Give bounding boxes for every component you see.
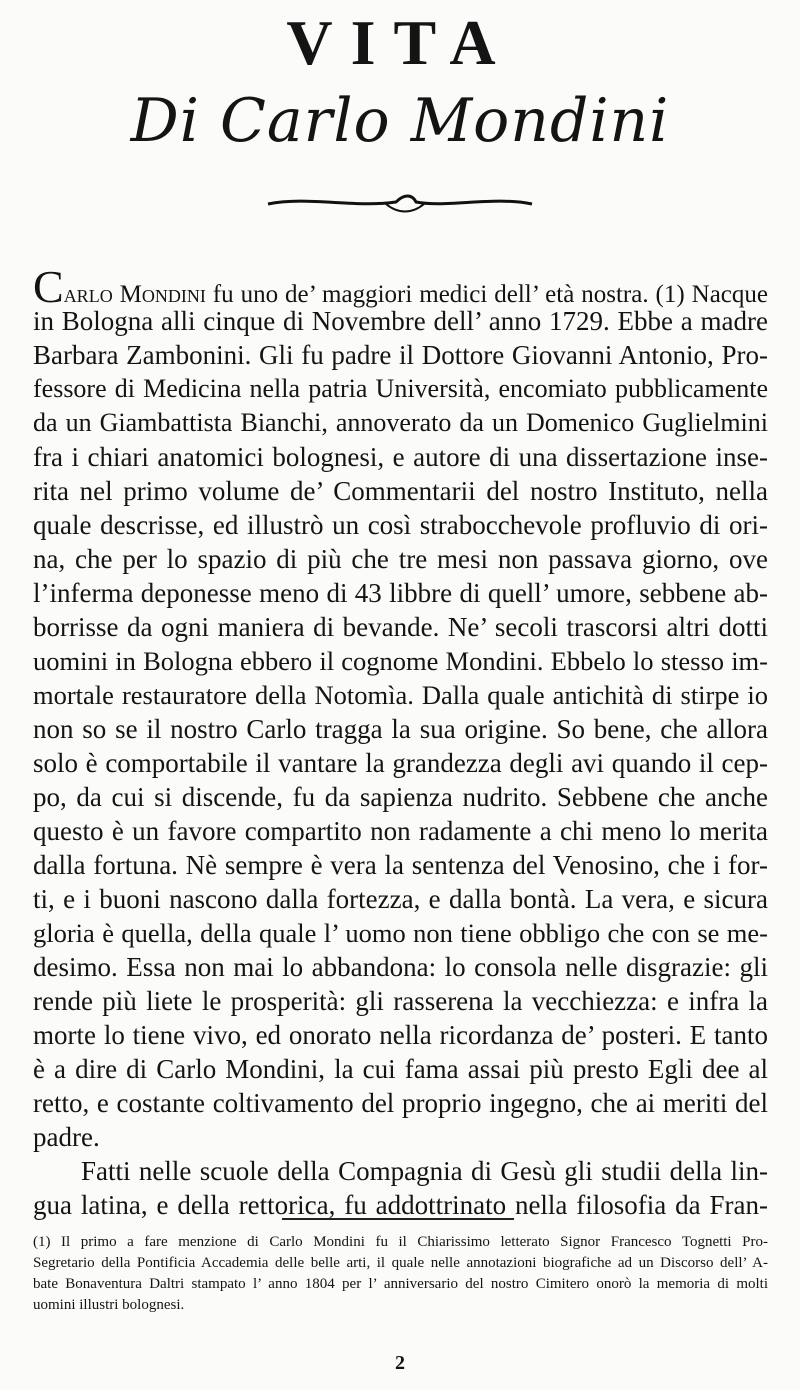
text-line-paragraph-start: Fatti nelle scuole della Compagnia di Gesù gli studii della lin- xyxy=(81,1156,768,1186)
text-line: è a dire di Carlo Mondini, la cui fama assai più presto Egli dee al xyxy=(33,1054,768,1084)
text-line-paragraph-end: padre. xyxy=(33,1122,100,1152)
text-line: desimo. Essa non mai lo abbandona: lo consola nelle disgrazie: gli xyxy=(33,952,768,982)
text-line: uomini in Bologna ebbero il cognome Mondini. Ebbelo lo stesso im- xyxy=(33,646,768,676)
text-line-remainder: fu uno de’ maggiori medici dell’ età nostra. (1) Nacque xyxy=(205,281,768,308)
text-line: morte lo tiene vivo, ed onorato nella ricordanza de’ posteri. E tanto xyxy=(33,1020,768,1050)
footnote-line: (1) Il primo a fare menzione di Carlo Mondini fu il Chiarissimo letterato Signor Francesco Tognetti Pro- xyxy=(33,1234,768,1250)
text-line: na, che per lo spazio di più che tre mesi non passava giorno, ove xyxy=(33,544,768,574)
text-line: Barbara Zambonini. Gli fu padre il Dottore Giovanni Antonio, Pro- xyxy=(33,340,768,370)
text-line: non so se il nostro Carlo tragga la sua origine. So bene, che allora xyxy=(33,714,768,744)
text-line: fra i chiari anatomici bolognesi, e autore di una dissertazione inse- xyxy=(33,442,768,472)
text-line: dalla fortuna. Nè sempre è vera la sentenza del Venosino, che i for- xyxy=(33,850,768,880)
footnote-rule xyxy=(282,1218,514,1220)
footnote xyxy=(33,1232,768,1316)
text-line-first xyxy=(33,261,768,312)
text-line: mortale restauratore della Notomìa. Dalla quale antichità di stirpe io xyxy=(33,680,768,710)
text-line: in Bologna alli cinque di Novembre dell’ anno 1729. Ebbe a madre xyxy=(33,306,768,336)
footnote-line: bate Bonaventura Daltri stampato l’ anno 1804 per l’ anniversario del nostro Cimitero onorò la memoria di molti xyxy=(33,1276,768,1292)
text-line: borrisse da ogni maniera di bevande. Ne’ secoli trascorsi altri dotti xyxy=(33,612,768,642)
text-line: ti, e i buoni nascono dalla fortezza, e dalla bontà. La vera, e sicura xyxy=(33,884,768,914)
main-text xyxy=(33,261,768,1222)
text-line: gua latina, e della rettorica, fu addottrinato nella filosofia da Fran- xyxy=(33,1190,768,1220)
drop-capital: C xyxy=(33,261,64,312)
text-line: rita nel primo volume de’ Commentarii del nostro Instituto, nella xyxy=(33,476,768,506)
text-line: solo è comportabile il vantare la grandezza degli avi quando il cep- xyxy=(33,748,768,778)
text-line: po, da cui si discende, fu da sapienza nudrito. Sebbene che anche xyxy=(33,782,768,812)
text-line: da un Giambattista Bianchi, annoverato da un Domenico Guglielmini xyxy=(33,408,768,437)
text-line: fessore di Medicina nella patria Università, encomiato pubblicamente xyxy=(33,374,768,403)
page-number: 2 xyxy=(395,1352,405,1374)
page-subtitle: Di Carlo Mondini xyxy=(130,86,670,156)
text-line: gloria è quella, della quale l’ uomo non tiene obbligo che con se me- xyxy=(33,918,768,948)
footnote-line: Segretario della Pontificia Accademia delle belle arti, il quale nelle annotazioni biografiche ad un Discorso dell’ A- xyxy=(33,1255,768,1271)
author-name-smallcaps: arlo Mondini xyxy=(63,281,206,308)
text-line: questo è un favore compartito non radamente a chi meno lo merita xyxy=(33,816,768,846)
page-title: VITA xyxy=(286,7,514,78)
text-line: retto, e costante coltivamento del proprio ingegno, che ai meriti del xyxy=(33,1088,768,1118)
decorative-flourish xyxy=(266,190,534,216)
footnote-line: uomini illustri bolognesi. xyxy=(33,1297,185,1313)
text-line: quale descrisse, ed illustrò un così strabocchevole profluvio di ori- xyxy=(33,510,768,540)
text-line: rende più liete le prosperità: gli rasserena la vecchiezza: e infra la xyxy=(33,986,768,1016)
text-line: l’inferma deponesse meno di 43 libbre di quell’ umore, sebbene ab- xyxy=(33,578,768,608)
